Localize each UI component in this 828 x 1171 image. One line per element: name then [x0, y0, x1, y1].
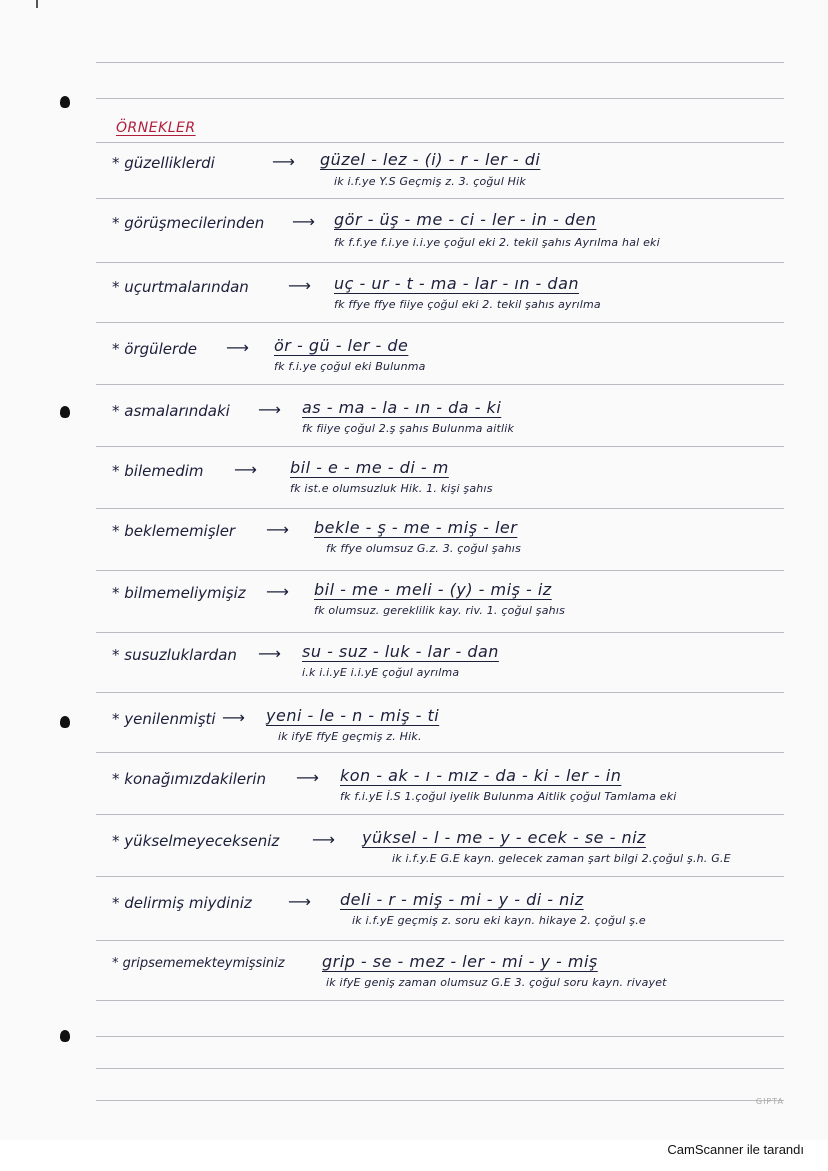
example-word: * yenilenmişti — [112, 710, 216, 728]
example-word: * beklememişler — [112, 522, 236, 540]
example-analysis: kon - ak - ı - mız - da - ki - ler - in — [340, 766, 622, 785]
example-analysis: deli - r - miş - mi - y - di - niz — [340, 890, 584, 909]
example-analysis: gör - üş - me - ci - ler - in - den — [334, 210, 597, 229]
ruled-line — [96, 262, 784, 263]
example-analysis: uç - ur - t - ma - lar - ın - dan — [334, 274, 580, 293]
arrow-icon: ⟶ — [312, 830, 335, 849]
example-labels: fk f.i.ye çoğul eki Bulunma — [274, 360, 426, 373]
arrow-icon: ⟶ — [258, 644, 281, 663]
arrow-icon: ⟶ — [288, 892, 311, 911]
example-word: * örgülerde — [112, 340, 197, 358]
ruled-line — [96, 98, 784, 99]
ruled-line — [96, 752, 784, 753]
notebook-brand: GIPTA — [755, 1097, 784, 1106]
binder-hole — [60, 1030, 70, 1042]
ruled-line — [96, 508, 784, 509]
example-labels: fk fiiye çoğul 2.ş şahıs Bulunma aitlik — [302, 422, 515, 435]
example-labels: fk f.i.yE İ.S 1.çoğul iyelik Bulunma Aitlik çoğul Tamlama eki — [340, 790, 677, 803]
binder-hole — [60, 96, 70, 108]
heading-examples: ÖRNEKLER — [116, 120, 196, 136]
example-analysis: ör - gü - ler - de — [274, 336, 409, 355]
example-labels: ik i.f.y.E G.E kayn. gelecek zaman şart bilgi 2.çoğul ş.h. G.E — [392, 852, 731, 865]
example-labels: i.k i.i.yE i.i.yE çoğul ayrılma — [302, 666, 460, 679]
example-analysis: yeni - le - n - miş - ti — [266, 706, 440, 725]
example-labels: ik ifyE geniş zaman olumsuz G.E 3. çoğul soru kayn. rivayet — [326, 976, 667, 989]
example-labels: fk ist.e olumsuzluk Hik. 1. kişi şahıs — [290, 482, 493, 495]
example-analysis: as - ma - la - ın - da - ki — [302, 398, 502, 417]
top-tick-mark — [36, 0, 38, 8]
example-analysis: grip - se - mez - ler - mi - y - miş — [322, 952, 598, 971]
ruled-line — [96, 198, 784, 199]
arrow-icon: ⟶ — [292, 212, 315, 231]
arrow-icon: ⟶ — [258, 400, 281, 419]
example-word: * bilmemeliymişiz — [112, 584, 246, 602]
ruled-line — [96, 62, 784, 63]
ruled-line — [96, 940, 784, 941]
ruled-line — [96, 1100, 784, 1101]
arrow-icon: ⟶ — [266, 582, 289, 601]
ruled-line — [96, 570, 784, 571]
arrow-icon: ⟶ — [288, 276, 311, 295]
arrow-icon: ⟶ — [296, 768, 319, 787]
ruled-line — [96, 446, 784, 447]
ruled-line — [96, 1068, 784, 1069]
example-word: * bilemedim — [112, 462, 204, 480]
example-word: * konağımızdakilerin — [112, 770, 266, 788]
arrow-icon: ⟶ — [272, 152, 295, 171]
ruled-line — [96, 692, 784, 693]
ruled-line — [96, 632, 784, 633]
example-word: * görüşmecilerinden — [112, 214, 265, 232]
arrow-icon: ⟶ — [222, 708, 245, 727]
ruled-line — [96, 142, 784, 143]
example-analysis: bil - e - me - di - m — [290, 458, 449, 477]
ruled-line — [96, 322, 784, 323]
arrow-icon: ⟶ — [226, 338, 249, 357]
example-labels: fk f.f.ye f.i.ye i.i.ye çoğul eki 2. tekil şahıs Ayrılma hal eki — [334, 236, 660, 249]
binder-hole — [60, 406, 70, 418]
example-word: * delirmiş miydiniz — [112, 894, 252, 912]
arrow-icon: ⟶ — [266, 520, 289, 539]
example-analysis: su - suz - luk - lar - dan — [302, 642, 499, 661]
example-word: * susuzluklardan — [112, 646, 237, 664]
ruled-line — [96, 814, 784, 815]
example-labels: ik ifyE ffyE geçmiş z. Hik. — [278, 730, 422, 743]
arrow-icon: ⟶ — [234, 460, 257, 479]
example-analysis: bil - me - meli - (y) - miş - iz — [314, 580, 552, 599]
example-word: * uçurtmalarından — [112, 278, 249, 296]
example-labels: fk olumsuz. gereklilik kay. riv. 1. çoğul şahıs — [314, 604, 566, 617]
example-labels: fk ffye olumsuz G.z. 3. çoğul şahıs — [326, 542, 521, 555]
example-word: * güzelliklerdi — [112, 154, 215, 172]
binder-hole — [60, 716, 70, 728]
example-analysis: güzel - lez - (i) - r - ler - di — [320, 150, 541, 169]
ruled-line — [96, 1036, 784, 1037]
scanner-watermark: CamScanner ile tarandı — [667, 1142, 804, 1157]
example-word: * asmalarındaki — [112, 402, 230, 420]
example-labels: fk ffye ffye fiiye çoğul eki 2. tekil şahıs ayrılma — [334, 298, 601, 311]
example-word: * yükselmeyecekseniz — [112, 832, 280, 850]
example-labels: ik i.f.ye Y.S Geçmiş z. 3. çoğul Hik — [334, 175, 526, 188]
example-analysis: yüksel - l - me - y - ecek - se - niz — [362, 828, 646, 847]
ruled-line — [96, 384, 784, 385]
example-word: * gripsememekteymişsiniz — [112, 956, 285, 971]
ruled-line — [96, 1000, 784, 1001]
example-labels: ik i.f.yE geçmiş z. soru eki kayn. hikaye 2. çoğul ş.e — [352, 914, 646, 927]
ruled-line — [96, 876, 784, 877]
example-analysis: bekle - ş - me - miş - ler — [314, 518, 518, 537]
